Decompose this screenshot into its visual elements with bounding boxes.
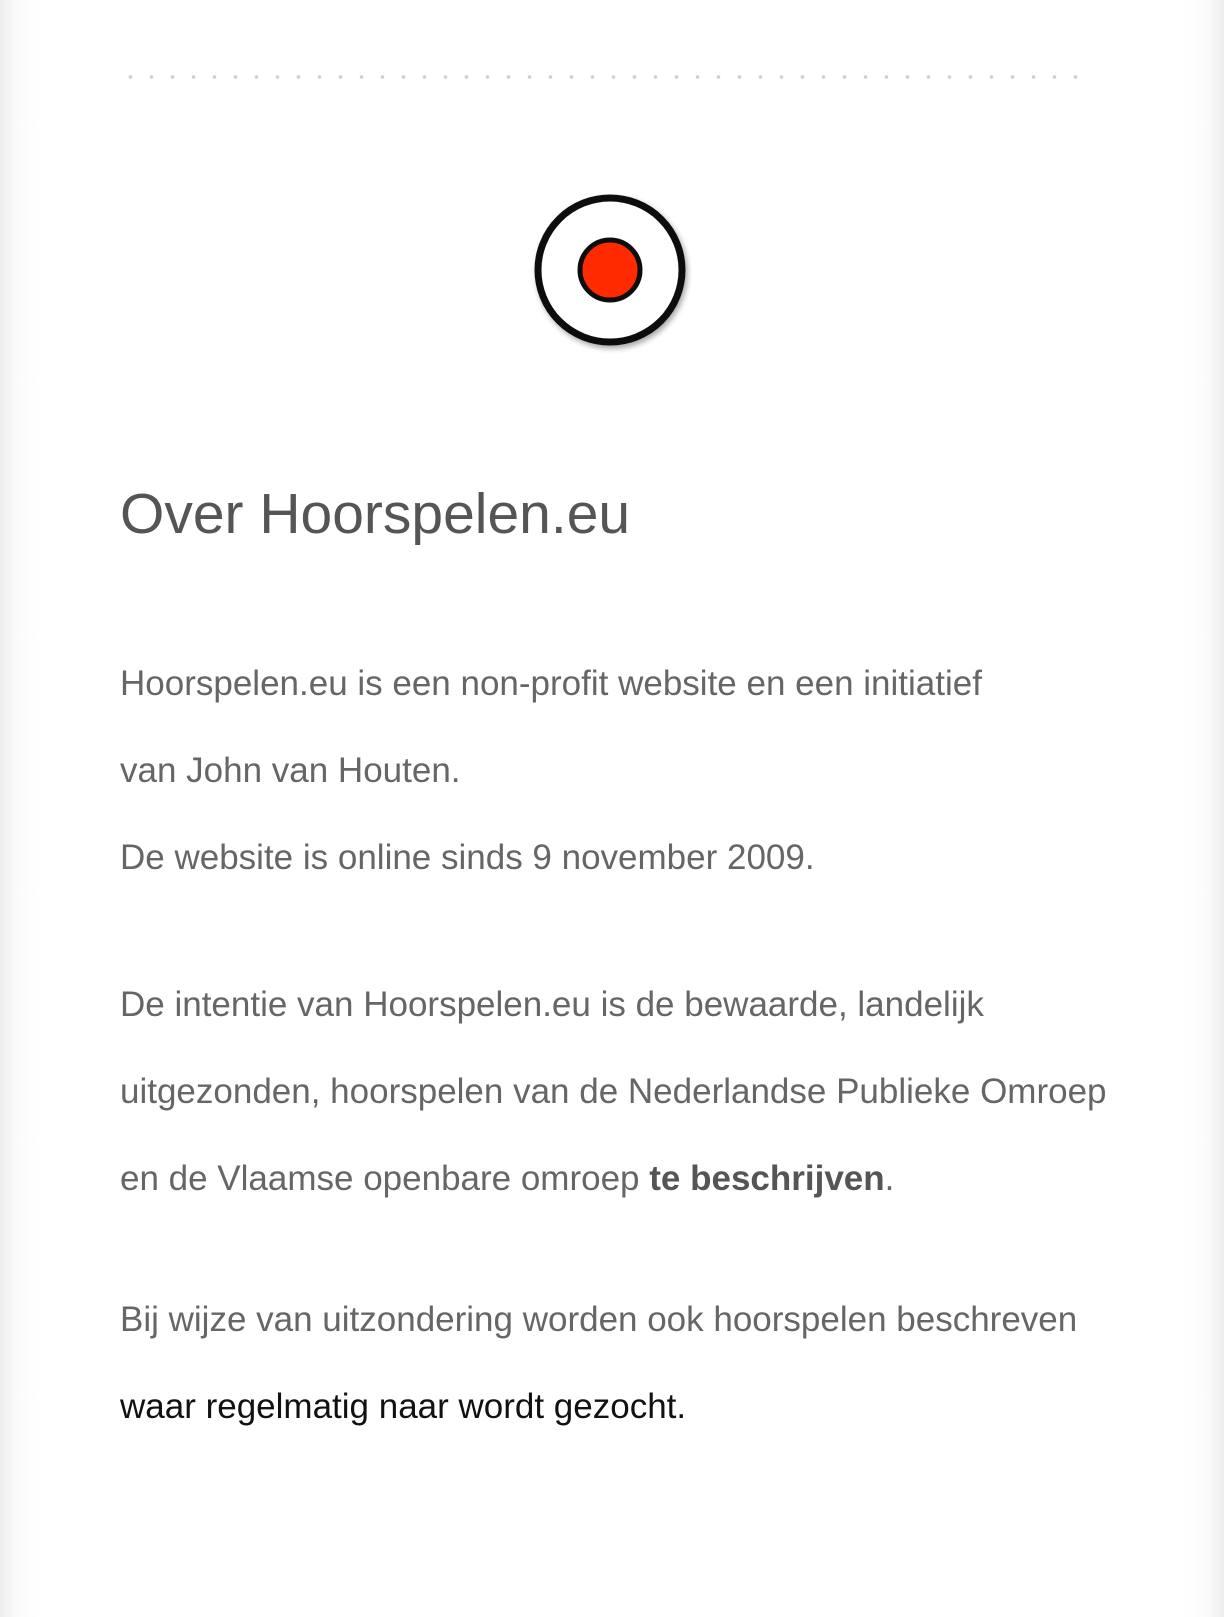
- page-title: Over Hoorspelen.eu: [120, 482, 631, 546]
- intro-line-2: van John van Houten.: [120, 751, 461, 790]
- about-content: [120, 640, 1120, 1450]
- intention-paragraph: [120, 961, 1120, 1222]
- dotted-divider: [120, 75, 1090, 79]
- intro-line-1: Hoorspelen.eu is een non-profit website en een initiatief: [120, 664, 982, 703]
- intention-text: De intentie van Hoorspelen.eu is de bewaarde, landelijk uitgezonden, hoorspelen van de Nederlandse Publieke Omroep en de Vlaamse openbare omroep: [120, 985, 1107, 1198]
- intention-end: .: [884, 1159, 895, 1198]
- exception-text: Bij wijze van uitzondering worden ook hoorspelen beschreven: [120, 1300, 1078, 1339]
- intention-emphasis: te beschrijven: [649, 1159, 885, 1198]
- intro-line-3: De website is online sinds 9 november 2009.: [120, 838, 815, 877]
- record-target-icon: [532, 194, 692, 354]
- exception-paragraph: [120, 1276, 1120, 1450]
- frequently-searched-link[interactable]: waar regelmatig naar wordt gezocht.: [120, 1387, 687, 1426]
- intro-paragraph: [120, 640, 1120, 901]
